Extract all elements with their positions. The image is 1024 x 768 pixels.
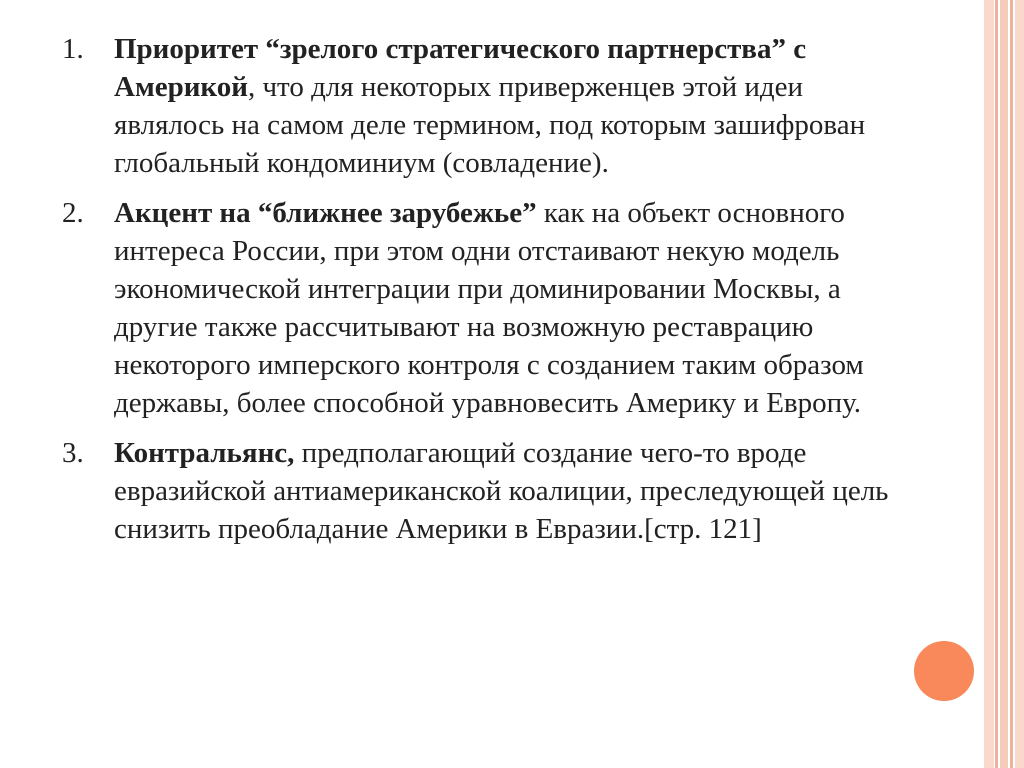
item-text: , что для некоторых приверженцев этой идеи являлось на самом деле термином, под которым зашифрован глобальный кондоминиум (совладение).	[114, 71, 866, 179]
decorative-stripe	[1010, 0, 1013, 768]
item-text: предполагающий создание чего-то вроде евразийской антиамериканской коалиции, преследующей цель снизить преобладание Америки в Евразии.[стр. 121]	[114, 437, 889, 545]
item-number: 1.	[62, 33, 84, 65]
item-lead: Приоритет “зрелого стратегического партнерства” с Америкой	[114, 33, 807, 103]
accent-circle	[914, 641, 974, 701]
item-lead: Акцент на “ближнее зарубежье”	[114, 197, 537, 229]
item-number: 3.	[62, 437, 84, 469]
decorative-stripe	[1015, 0, 1024, 768]
slide-body	[62, 30, 912, 560]
list-item-3	[62, 434, 912, 548]
list-item-1	[62, 30, 912, 182]
decorative-stripe	[1000, 0, 1008, 768]
list-item-2	[62, 194, 912, 422]
decorative-stripe	[984, 0, 994, 768]
item-number: 2.	[62, 197, 84, 229]
item-text: как на объект основного интереса России, при этом одни отстаивают некую модель экономической интеграции при доминировании Москвы, а другие также рассчитывают на возможную реставрацию некоторого имперского контроля с созданием таким образом державы, более способной уравновесить Америку и Европу.	[114, 197, 864, 419]
item-lead: Контральянс,	[114, 437, 295, 469]
decorative-stripe	[995, 0, 998, 768]
